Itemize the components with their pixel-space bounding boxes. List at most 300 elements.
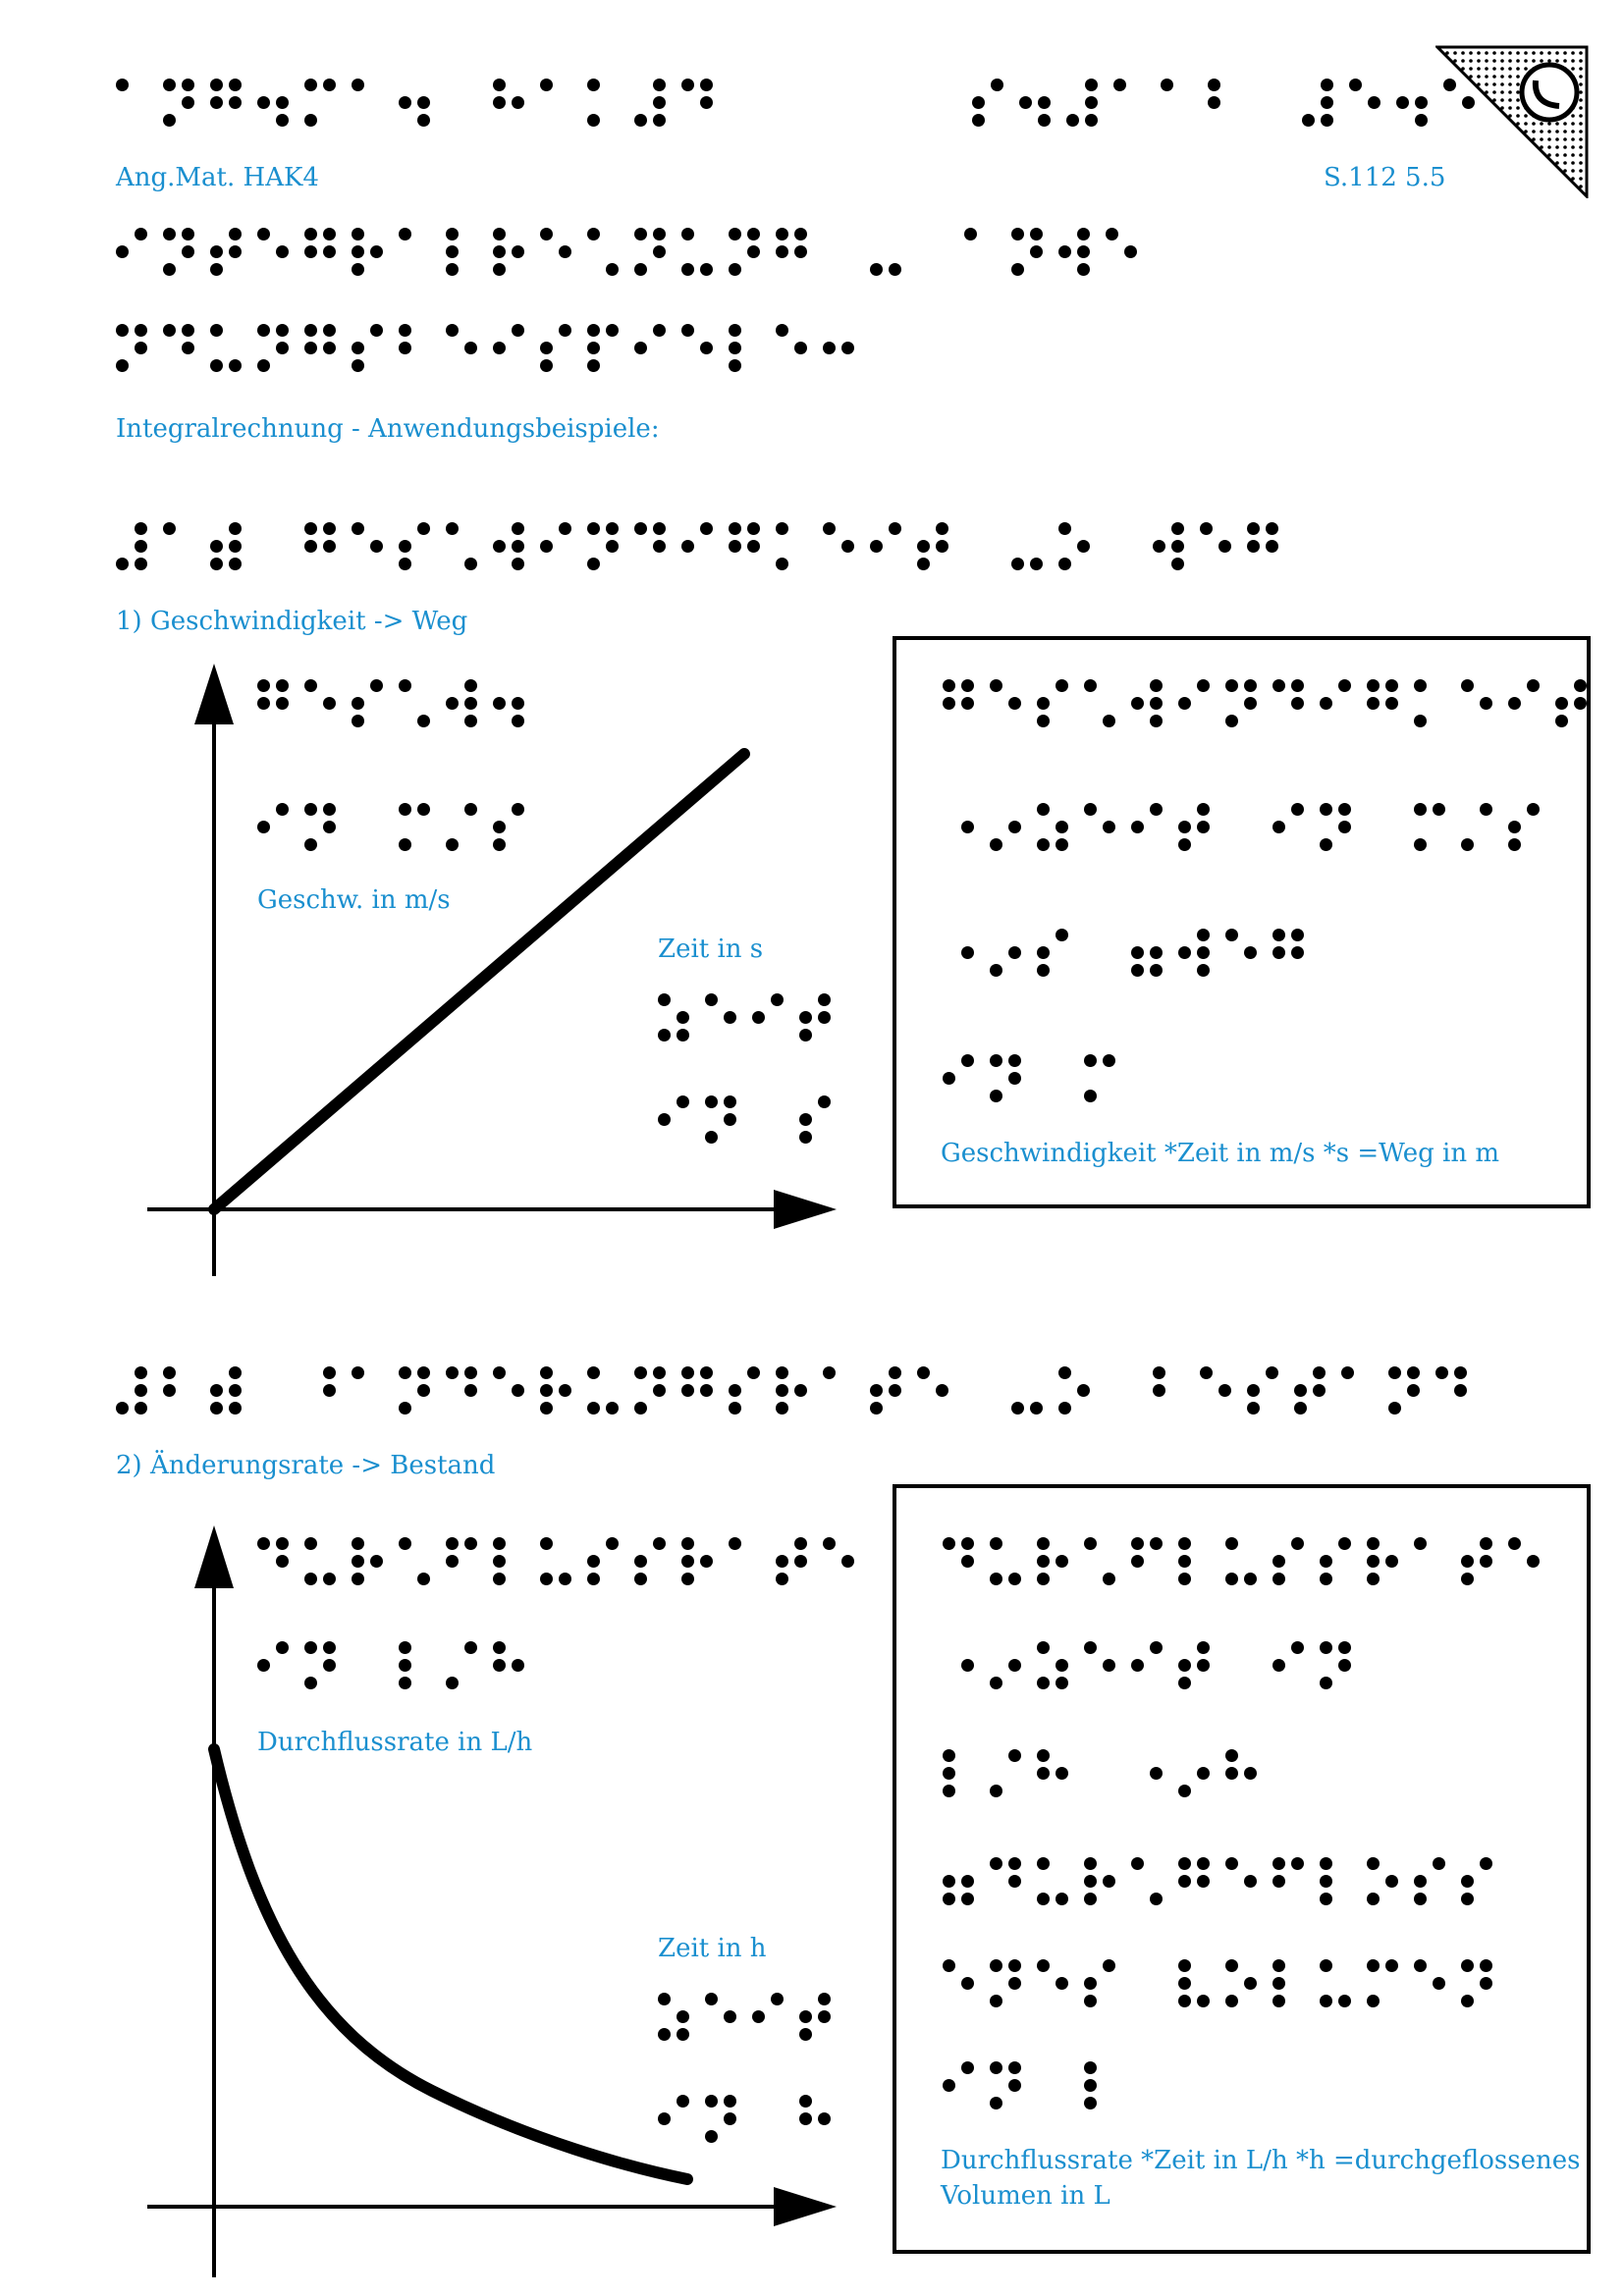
braille-cell <box>540 324 571 381</box>
braille-cell <box>210 228 242 285</box>
braille-cell <box>399 1537 430 1594</box>
braille-cell <box>540 1366 571 1423</box>
braille-cell <box>304 1366 336 1423</box>
braille-cell <box>681 1537 713 1594</box>
braille-cell <box>990 1749 1021 1806</box>
braille-cell <box>493 1641 524 1698</box>
braille-cell <box>823 324 854 381</box>
braille-cell <box>304 679 336 736</box>
braille-cell <box>1178 1857 1210 1914</box>
braille-cell <box>1367 1959 1398 2016</box>
braille-cell <box>1131 1641 1163 1698</box>
braille-cell <box>1084 1749 1115 1806</box>
braille-s1-box-line4 <box>943 1054 1131 1111</box>
braille-cell <box>257 522 289 579</box>
braille-cell <box>1225 1749 1257 1806</box>
braille-cell <box>634 1537 666 1594</box>
braille-cell <box>1178 1641 1210 1698</box>
braille-cell <box>1131 1749 1163 1806</box>
braille-cell <box>446 324 477 381</box>
time-axis-label: Zeit in s <box>658 934 764 964</box>
braille-cell <box>943 679 974 736</box>
braille-cell <box>964 1366 996 1423</box>
braille-cell <box>1208 79 1239 135</box>
braille-s2-x-label-line1 <box>658 1993 846 2050</box>
braille-cell <box>1414 803 1445 860</box>
braille-cell <box>1113 79 1145 135</box>
braille-cell <box>752 993 784 1050</box>
braille-s2-box-line5 <box>943 1959 1508 2016</box>
braille-cell <box>1019 79 1051 135</box>
braille-cell <box>1396 79 1428 135</box>
braille-cell <box>1414 1959 1445 2016</box>
braille-cell <box>1367 1857 1398 1914</box>
velocity-axis-label: Geschw. in m/s <box>257 885 451 915</box>
braille-cell <box>1461 803 1492 860</box>
braille-header-course <box>116 79 729 135</box>
braille-cell <box>493 803 524 860</box>
braille-cell <box>257 1537 289 1594</box>
braille-cell <box>1037 1537 1068 1594</box>
flowrate-time-graph <box>137 1512 864 2287</box>
braille-cell <box>964 228 996 285</box>
braille-cell <box>163 1366 194 1423</box>
braille-cell <box>990 803 1021 860</box>
braille-cell <box>943 929 974 986</box>
braille-cell <box>446 1537 477 1594</box>
braille-cell <box>540 228 571 285</box>
x-axis-arrowhead <box>774 2187 837 2226</box>
braille-cell <box>681 324 713 381</box>
braille-cell <box>1037 1641 1068 1698</box>
braille-cell <box>1247 1366 1278 1423</box>
braille-cell <box>399 324 430 381</box>
braille-cell <box>493 1537 524 1594</box>
braille-cell <box>1461 1537 1492 1594</box>
page-reference: S.112 5.5 <box>1324 163 1446 192</box>
braille-cell <box>972 79 1003 135</box>
braille-cell <box>705 2095 736 2152</box>
braille-cell <box>943 803 974 860</box>
braille-cell <box>1225 929 1257 986</box>
braille-cell <box>870 228 901 285</box>
braille-cell <box>163 228 194 285</box>
braille-cell <box>399 228 430 285</box>
braille-s1-box-line3 <box>943 929 1320 986</box>
braille-cell <box>1084 1054 1115 1111</box>
braille-cell <box>352 324 383 381</box>
braille-s2-y-label-line2 <box>257 1641 540 1698</box>
braille-cell <box>399 522 430 579</box>
braille-cell <box>1200 1366 1231 1423</box>
braille-cell <box>634 522 666 579</box>
braille-s2-y-label-line1 <box>257 1537 870 1594</box>
braille-cell <box>1131 1857 1163 1914</box>
braille-cell <box>943 1054 974 1111</box>
course-label: Ang.Mat. HAK4 <box>116 163 319 192</box>
braille-cell <box>990 1641 1021 1698</box>
braille-s1-y-label-line1 <box>257 679 540 736</box>
braille-cell <box>990 1537 1021 1594</box>
braille-cell <box>729 1366 760 1423</box>
braille-cell <box>1161 79 1192 135</box>
braille-cell <box>1508 803 1540 860</box>
braille-cell <box>446 679 477 736</box>
braille-cell <box>1443 79 1475 135</box>
braille-cell <box>917 1366 948 1423</box>
braille-cell <box>257 324 289 381</box>
braille-s2-box-line6 <box>943 2061 1131 2118</box>
braille-cell <box>163 324 194 381</box>
braille-cell <box>1255 79 1286 135</box>
braille-cell <box>257 1641 289 1698</box>
braille-cell <box>752 1993 784 2050</box>
braille-cell <box>1225 1641 1257 1698</box>
braille-cell <box>943 2061 974 2118</box>
braille-cell <box>964 522 996 579</box>
braille-header-ref <box>972 79 1490 135</box>
braille-cell <box>1106 522 1137 579</box>
braille-cell <box>1320 803 1351 860</box>
braille-cell <box>1320 1959 1351 2016</box>
braille-cell <box>752 2095 784 2152</box>
braille-s2-x-label-line2 <box>658 2095 846 2152</box>
braille-cell <box>990 1959 1021 2016</box>
braille-cell <box>1294 1366 1326 1423</box>
braille-cell <box>1131 1959 1163 2016</box>
braille-cell <box>1341 1366 1373 1423</box>
braille-cell <box>658 1993 689 2050</box>
braille-cell <box>116 228 147 285</box>
braille-cell <box>990 679 1021 736</box>
braille-cell <box>943 1537 974 1594</box>
section2-heading: 2) Änderungsrate -> Bestand <box>116 1451 496 1480</box>
braille-s1-x-label-line2 <box>658 1095 846 1152</box>
braille-cell <box>399 803 430 860</box>
braille-cell <box>446 1641 477 1698</box>
braille-cell <box>1272 1959 1304 2016</box>
flowrate-axis-label: Durchflussrate in L/h <box>257 1728 533 1757</box>
velocity-time-graph <box>137 648 864 1286</box>
section1-formula-text: Geschwindigkeit *Zeit in m/s *s =Weg in m <box>941 1139 1499 1168</box>
braille-cell <box>1461 679 1492 736</box>
braille-cell <box>1349 79 1380 135</box>
braille-cell <box>399 1366 430 1423</box>
braille-cell <box>823 522 854 579</box>
braille-cell <box>540 79 571 135</box>
braille-cell <box>493 1366 524 1423</box>
braille-cell <box>446 79 477 135</box>
braille-cell <box>634 324 666 381</box>
braille-section2-heading <box>116 1366 1483 1423</box>
braille-cell <box>1178 679 1210 736</box>
braille-cell <box>1367 1537 1398 1594</box>
braille-cell <box>493 79 524 135</box>
braille-cell <box>943 1959 974 2016</box>
braille-cell <box>1414 1537 1445 1594</box>
braille-cell <box>943 1749 974 1806</box>
braille-cell <box>257 228 289 285</box>
braille-cell <box>352 1537 383 1594</box>
braille-cell <box>210 1366 242 1423</box>
braille-cell <box>540 522 571 579</box>
braille-cell <box>1011 522 1043 579</box>
braille-cell <box>304 1537 336 1594</box>
braille-cell <box>729 228 760 285</box>
braille-cell <box>399 79 430 135</box>
braille-cell <box>1508 1537 1540 1594</box>
braille-cell <box>990 2061 1021 2118</box>
braille-cell <box>681 79 713 135</box>
braille-cell <box>446 228 477 285</box>
braille-cell <box>399 679 430 736</box>
braille-cell <box>799 1095 831 1152</box>
braille-cell <box>493 522 524 579</box>
braille-cell <box>1084 1857 1115 1914</box>
braille-cell <box>1178 1537 1210 1594</box>
braille-cell <box>116 79 147 135</box>
braille-cell <box>1011 228 1043 285</box>
braille-s2-box-line3 <box>943 1749 1272 1806</box>
braille-cell <box>705 1993 736 2050</box>
braille-title-line2 <box>116 324 870 381</box>
braille-cell <box>1084 1959 1115 2016</box>
braille-cell <box>1272 679 1304 736</box>
braille-cell <box>304 79 336 135</box>
braille-cell <box>1037 1054 1068 1111</box>
braille-cell <box>1084 929 1115 986</box>
page-title: Integralrechnung - Anwendungsbeispiele: <box>116 414 660 444</box>
braille-cell <box>1225 679 1257 736</box>
braille-cell <box>917 522 948 579</box>
x-axis-arrowhead <box>774 1190 837 1229</box>
braille-cell <box>257 79 289 135</box>
braille-cell <box>493 228 524 285</box>
braille-cell <box>352 79 383 135</box>
braille-cell <box>823 228 854 285</box>
braille-cell <box>1320 1857 1351 1914</box>
braille-cell <box>304 522 336 579</box>
braille-cell <box>1037 1959 1068 2016</box>
braille-cell <box>493 679 524 736</box>
braille-cell <box>116 1366 147 1423</box>
braille-s1-box-line1 <box>943 679 1602 736</box>
braille-cell <box>1037 929 1068 986</box>
braille-cell <box>990 929 1021 986</box>
braille-cell <box>1037 1749 1068 1806</box>
braille-cell <box>257 803 289 860</box>
braille-cell <box>990 1054 1021 1111</box>
braille-cell <box>163 522 194 579</box>
section1-heading: 1) Geschwindigkeit -> Weg <box>116 607 468 636</box>
braille-cell <box>587 522 619 579</box>
braille-cell <box>634 228 666 285</box>
braille-s1-x-label-line1 <box>658 993 846 1050</box>
braille-cell <box>1178 1749 1210 1806</box>
braille-cell <box>1131 679 1163 736</box>
braille-s2-box-line1 <box>943 1537 1555 1594</box>
braille-cell <box>1084 1641 1115 1698</box>
braille-cell <box>1272 929 1304 986</box>
braille-cell <box>752 1095 784 1152</box>
braille-cell <box>587 1366 619 1423</box>
braille-cell <box>943 1857 974 1914</box>
braille-cell <box>776 1537 807 1594</box>
braille-cell <box>1131 1537 1163 1594</box>
braille-cell <box>799 2095 831 2152</box>
braille-cell <box>1367 803 1398 860</box>
braille-title-line1 <box>116 228 1153 285</box>
braille-cell <box>1178 1959 1210 2016</box>
braille-cell <box>799 1993 831 2050</box>
braille-cell <box>304 803 336 860</box>
braille-cell <box>1461 1857 1492 1914</box>
braille-cell <box>1178 803 1210 860</box>
braille-cell <box>705 1095 736 1152</box>
braille-cell <box>1037 2061 1068 2118</box>
braille-cell <box>776 522 807 579</box>
section2-formula-text-line2: Volumen in L <box>941 2181 1110 2211</box>
braille-cell <box>729 324 760 381</box>
braille-cell <box>705 993 736 1050</box>
braille-cell <box>776 228 807 285</box>
braille-cell <box>446 803 477 860</box>
braille-cell <box>1435 1366 1467 1423</box>
braille-cell <box>1272 803 1304 860</box>
braille-cell <box>1367 679 1398 736</box>
braille-cell <box>1131 929 1163 986</box>
braille-cell <box>587 79 619 135</box>
braille-cell <box>446 522 477 579</box>
braille-cell <box>658 1095 689 1152</box>
braille-cell <box>116 324 147 381</box>
braille-cell <box>990 1857 1021 1914</box>
braille-cell <box>1320 679 1351 736</box>
braille-cell <box>1225 803 1257 860</box>
y-axis-arrowhead <box>194 1525 234 1588</box>
braille-cell <box>681 522 713 579</box>
braille-cell <box>634 79 666 135</box>
braille-cell <box>1272 1537 1304 1594</box>
braille-s1-box-line2 <box>943 803 1555 860</box>
braille-cell <box>257 679 289 736</box>
braille-cell <box>1084 803 1115 860</box>
braille-cell <box>352 1366 383 1423</box>
time-axis-label-2: Zeit in h <box>658 1934 767 1963</box>
braille-cell <box>1320 1537 1351 1594</box>
braille-cell <box>352 679 383 736</box>
braille-cell <box>776 1366 807 1423</box>
braille-cell <box>917 228 948 285</box>
braille-cell <box>776 324 807 381</box>
braille-cell <box>116 522 147 579</box>
braille-cell <box>1037 679 1068 736</box>
braille-cell <box>1037 1857 1068 1914</box>
braille-cell <box>681 228 713 285</box>
braille-cell <box>540 1537 571 1594</box>
braille-cell <box>210 324 242 381</box>
braille-cell <box>1414 1857 1445 1914</box>
braille-cell <box>1508 679 1540 736</box>
braille-cell <box>210 79 242 135</box>
braille-cell <box>799 993 831 1050</box>
braille-cell <box>1178 929 1210 986</box>
braille-cell <box>658 2095 689 2152</box>
braille-cell <box>352 1641 383 1698</box>
braille-cell <box>658 993 689 1050</box>
braille-cell <box>446 1366 477 1423</box>
braille-cell <box>823 1537 854 1594</box>
braille-cell <box>870 1366 901 1423</box>
braille-cell <box>1153 1366 1184 1423</box>
braille-cell <box>1037 803 1068 860</box>
braille-cell <box>1058 1366 1090 1423</box>
braille-cell <box>1388 1366 1420 1423</box>
braille-cell <box>1066 79 1098 135</box>
braille-cell <box>729 522 760 579</box>
braille-cell <box>1272 1857 1304 1914</box>
braille-cell <box>352 522 383 579</box>
braille-s2-box-line2 <box>943 1641 1367 1698</box>
braille-cell <box>823 1366 854 1423</box>
braille-cell <box>943 1641 974 1698</box>
braille-cell <box>493 324 524 381</box>
braille-cell <box>1106 228 1137 285</box>
section2-formula-text-line1: Durchflussrate *Zeit in L/h *h =durchgeflossenes <box>941 2146 1581 2175</box>
braille-cell <box>257 1366 289 1423</box>
braille-cell <box>1414 679 1445 736</box>
braille-cell <box>352 228 383 285</box>
braille-cell <box>304 1641 336 1698</box>
y-axis-arrowhead <box>194 664 234 724</box>
braille-cell <box>1225 1959 1257 2016</box>
braille-cell <box>352 803 383 860</box>
braille-cell <box>1011 1366 1043 1423</box>
braille-cell <box>1058 228 1090 285</box>
braille-cell <box>1058 522 1090 579</box>
braille-cell <box>587 1537 619 1594</box>
braille-cell <box>210 522 242 579</box>
braille-cell <box>587 228 619 285</box>
braille-cell <box>1200 522 1231 579</box>
braille-cell <box>1084 679 1115 736</box>
braille-cell <box>1131 803 1163 860</box>
braille-cell <box>681 1366 713 1423</box>
braille-cell <box>304 228 336 285</box>
braille-s1-y-label-line2 <box>257 803 540 860</box>
braille-s2-box-line4 <box>943 1857 1508 1914</box>
braille-section1-heading <box>116 522 1294 579</box>
decreasing-flowrate-curve <box>214 1749 687 2179</box>
braille-cell <box>634 1366 666 1423</box>
braille-cell <box>1084 1537 1115 1594</box>
braille-cell <box>1084 2061 1115 2118</box>
braille-cell <box>163 79 194 135</box>
braille-cell <box>1153 522 1184 579</box>
braille-cell <box>870 522 901 579</box>
braille-cell <box>1461 1959 1492 2016</box>
braille-cell <box>1247 522 1278 579</box>
braille-cell <box>587 324 619 381</box>
braille-cell <box>1225 1537 1257 1594</box>
braille-cell <box>1272 1641 1304 1698</box>
braille-cell <box>1106 1366 1137 1423</box>
braille-cell <box>1302 79 1333 135</box>
braille-cell <box>399 1641 430 1698</box>
braille-cell <box>304 324 336 381</box>
braille-cell <box>1320 1641 1351 1698</box>
braille-cell <box>729 1537 760 1594</box>
